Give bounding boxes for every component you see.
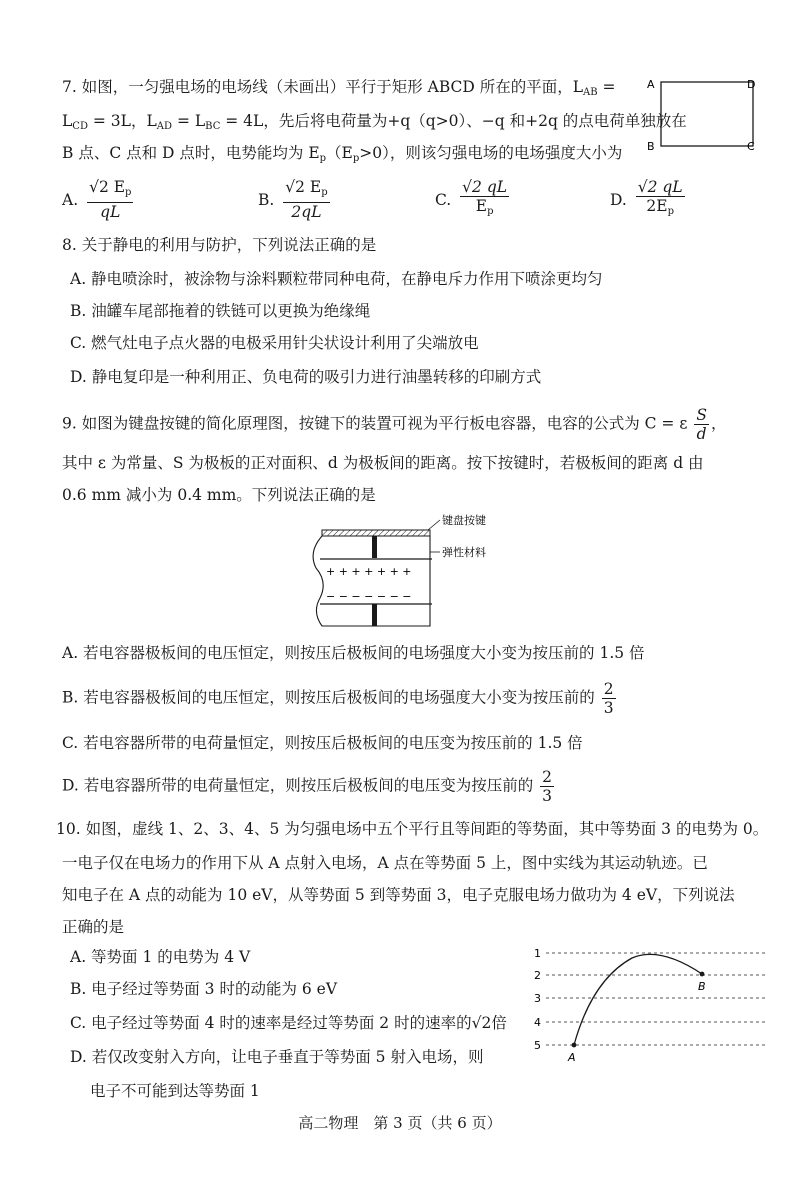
plate-minus-charges: − − − − − − − [326, 590, 412, 603]
q9-line2: 其中 ε 为常量、S 为极板的正对面积、d 为极板间的距离。按下按键时，若极板间的距离 d 由 [62, 454, 704, 472]
q10-option-a[interactable]: A. 等势面 1 的电势为 4 V [70, 948, 251, 966]
point-a-label: A [568, 1051, 576, 1064]
level-1-label: 1 [534, 947, 541, 960]
q9-keyboard-figure [300, 512, 530, 632]
q7-option-b[interactable]: B. $\frac{√2 E_p}{2qL}$ [258, 178, 328, 221]
q8-option-d[interactable]: D. 静电复印是一种利用正、负电荷的吸引力进行油墨转移的印刷方式 [70, 368, 542, 386]
q10-line2: 一电子仅在电场力的作用下从 A 点射入电场，A 点在等势面 5 上，图中实线为其运动轨迹。已 [62, 854, 708, 872]
q7-option-c[interactable]: C. $\frac{√2 qL}{E_p}$ [435, 178, 508, 217]
rect-label-a: A [647, 78, 655, 91]
q10-line1: 10. 如图，虚线 1、2、3、4、5 为匀强电场中五个平行且等间距的等势面，其中等势面 3 的电势为 0。 [56, 820, 769, 838]
plate-plus-charges: + + + + + + + [326, 565, 412, 578]
q7-option-a[interactable]: A. $\frac{√2 E_p}{qL}$ [62, 178, 132, 221]
level-4-label: 4 [534, 1016, 541, 1029]
q7-line1: 7. 如图，一匀强电场的电场线（未画出）平行于矩形 ABCD 所在的平面，$L_{AB}$ = [62, 78, 616, 98]
q8-option-a[interactable]: A. 静电喷涂时，被涂物与涂料颗粒带同种电荷，在静电斥力作用下喷涂更均匀 [70, 270, 603, 288]
q10-option-d-line1[interactable]: D. 若仅改变射入方向，让电子垂直于等势面 5 射入电场，则 [70, 1048, 484, 1066]
level-3-label: 3 [534, 992, 541, 1005]
q9-option-c[interactable]: C. 若电容器所带的电荷量恒定，则按压后极板间的电压变为按压前的 1.5 倍 [62, 734, 583, 752]
q9-line1: 9. 如图为键盘按键的简化原理图，按键下的装置可视为平行板电容器，电容的公式为 C = ε $\frac{S}{d}$ ， [62, 406, 727, 443]
q7-line3: B 点、C 点和 D 点时，电势能均为 $E_p(E_p>0)$，则该匀强电场的电场强度大小为 [62, 144, 623, 164]
level-2-label: 2 [534, 969, 541, 982]
q9-line3: 0.6 mm 减小为 0.4 mm。下列说法正确的是 [62, 486, 376, 504]
q10-option-d-line2[interactable]: 电子不可能到达等势面 1 [90, 1082, 260, 1100]
q7-line2: $L_{CD} = 3L$，$L_{AD} = L_{BC} = 4L$，先后将电荷量为+q（q>0）、−q 和+2q 的点电荷单独放在 [62, 112, 687, 132]
q10-line4: 正确的是 [62, 918, 125, 936]
electron-trajectory [574, 954, 702, 1045]
q7-option-d[interactable]: D. $\frac{√2 qL}{2E_p}$ [610, 178, 683, 217]
label-elastic-material: 弹性材料 [442, 546, 486, 559]
point-b-label: B [698, 980, 706, 993]
level-5-label: 5 [534, 1039, 541, 1052]
q10-option-b[interactable]: B. 电子经过等势面 3 时的动能为 6 eV [70, 980, 338, 998]
q8-option-c[interactable]: C. 燃气灶电子点火器的电极采用针尖状设计利用了尖端放电 [70, 334, 479, 352]
q10-option-c[interactable]: C. 电子经过等势面 4 时的速率是经过等势面 2 时的速率的√2倍 [70, 1014, 507, 1032]
q10-equipotential-figure [530, 940, 770, 1066]
page-footer: 高二物理 第 3 页（共 6 页） [298, 1114, 502, 1132]
q9-option-d[interactable]: D. 若电容器所带的电荷量恒定，则按压后极板间的电压变为按压前的 $\frac{2}{3}$ [62, 768, 553, 805]
q10-line3: 知电子在 A 点的动能为 10 eV，从等势面 5 到等势面 3，电子克服电场力做功为 4 eV，下列说法 [62, 886, 735, 904]
rect-label-b: B [647, 140, 655, 153]
q8-option-b[interactable]: B. 油罐车尾部拖着的铁链可以更换为绝缘绳 [70, 302, 371, 320]
label-keyboard-key: 键盘按键 [442, 514, 486, 527]
q8-stem: 8. 关于静电的利用与防护，下列说法正确的是 [62, 236, 377, 254]
rect-label-d: D [747, 78, 756, 91]
q7-rectangle-figure [645, 74, 765, 154]
q9-option-b[interactable]: B. 若电容器极板间的电压恒定，则按压后极板间的电场强度大小变为按压前的 $\frac{2}{3}$ [62, 680, 614, 717]
q9-option-a[interactable]: A. 若电容器极板间的电压恒定，则按压后极板间的电场强度大小变为按压前的 1.5 倍 [62, 644, 645, 662]
rect-label-c: C [747, 140, 755, 153]
